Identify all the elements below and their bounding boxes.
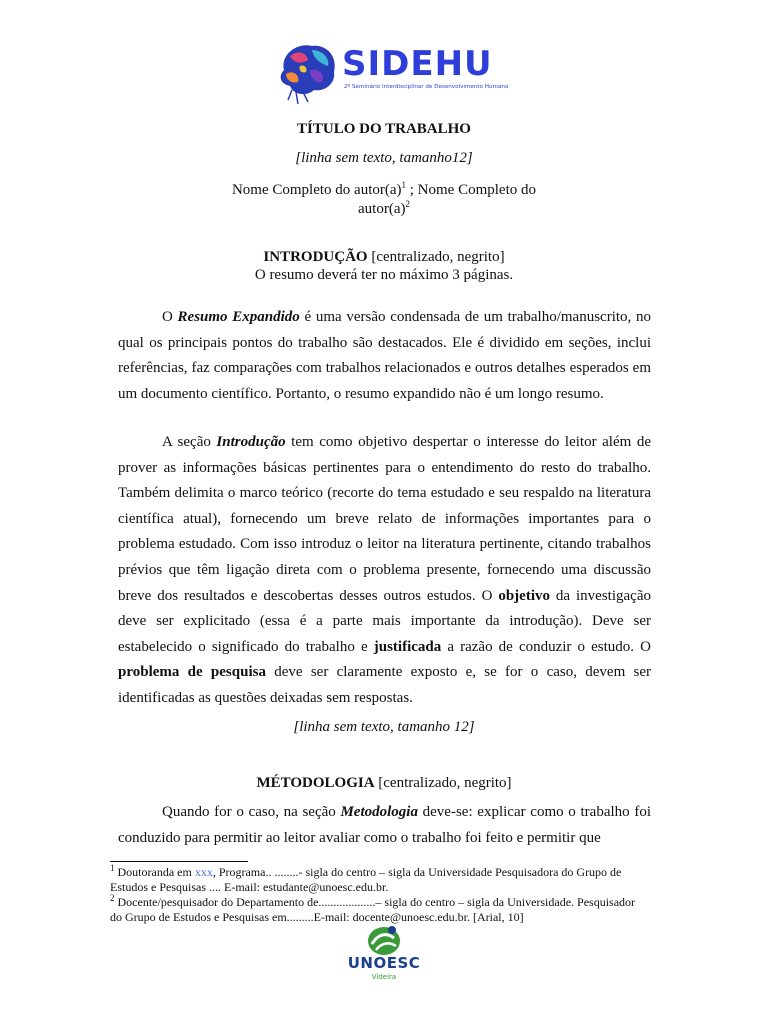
methodology-heading: MÉTODOLOGIA — [256, 775, 375, 791]
sidehu-logo — [272, 40, 509, 108]
footnote-number: 1 — [110, 863, 115, 873]
text-run: , Programa.. ........- sigla do centro – sigla da Universidade Pesquisadora do Grupo de Estudos e Pesquisas .... E-mail: estudante@unoesc.edu.br. — [110, 865, 622, 894]
page-limit-note: O resumo deverá ter no máximo 3 páginas. — [254, 267, 514, 283]
footnote-number: 2 — [110, 893, 115, 903]
text-run: tem como objetivo despertar o interesse do leitor além de prover as informações básicas pertinentes para o entendimento do resto do trabalho. Também delimita o marco teórico (recorte do tema estudado e seu respaldo na literatura científica atual), fornecendo um breve relato de informações importantes para o problema estudado. Com isso introduz o leitor na literatura pertinente, citando trabalhos prévios que têm ligação direta com o problema presente, fornecendo uma discussão breve dos resultados e descobertas desses outros estudos. O — [118, 434, 651, 604]
text-run: a razão de conduzir o estudo. O — [441, 638, 651, 655]
text-run: da investigação deve ser explicitado (essa é a parte mais importante da introdução). Deve ser estabelecido o significado do trabalho e — [118, 587, 651, 655]
paragraph-methodology — [118, 800, 651, 852]
text-run: Doutoranda em — [114, 865, 195, 879]
unoesc-logo — [340, 924, 428, 984]
paragraph-expanded-abstract — [118, 305, 651, 407]
heading-format-hint: [centralizado, negrito] — [374, 775, 512, 791]
emphasis-term: Introdução — [216, 434, 286, 450]
text-run: O — [162, 309, 178, 325]
text-run: A seção — [162, 434, 217, 450]
heading-format-hint: [centralizado, negrito] — [367, 249, 505, 265]
text-run: deve-se: explicar como o trabalho foi conduzido para permitir ao leitor avaliar como o trabalho foi feito e permitir que — [118, 804, 651, 846]
unoesc-campus: Videira — [371, 973, 397, 981]
methodology-heading-block — [118, 775, 650, 792]
footnote-ref-2: 2 — [405, 199, 410, 209]
footnote-ref-1: 1 — [401, 180, 407, 190]
text-run: é uma versão condensada de um trabalho/manuscrito, no qual os principais pontos do trabalho são destacados. Ele é dividido em seções, inclui referências, faz comparações com trabalhos relacionados e outros detalhes esperados em um documento científico. Portanto, o resumo expandido não é um longo resumo. — [118, 309, 651, 402]
emphasis-term: Metodologia — [340, 804, 418, 820]
footnote-1 — [110, 865, 650, 895]
text-run: deve ser claramente exposto e, se for o caso, devem ser identificadas as questões deixadas sem respostas. — [118, 664, 651, 706]
bold-term: problema de pesquisa — [118, 664, 266, 681]
unoesc-wordmark: UNOESC — [347, 954, 421, 972]
footnote-2 — [110, 895, 650, 925]
author-separator: ; Nome Completo do — [406, 182, 537, 198]
brain-icon — [272, 40, 342, 108]
blank-line-note-2: [linha sem texto, tamanho 12] — [293, 719, 475, 735]
sidehu-wordmark: SIDEHU — [342, 44, 493, 84]
footnote-separator — [110, 861, 248, 862]
emphasis-term: Resumo Expandido — [177, 309, 300, 325]
text-run: Docente/pesquisador do Departamento de...................– sigla do centro – sigla da Universidade. Pesquisador do Grupo de Estudos e Pesquisas em.........E-mail: docente@unoesc.edu.br. [Arial, 10] — [110, 895, 636, 924]
footnotes — [110, 865, 650, 925]
placeholder-link[interactable]: xxx — [194, 865, 213, 879]
introduction-heading-block — [118, 248, 650, 284]
paragraph-introduction — [118, 430, 651, 712]
author-2: autor(a) — [358, 201, 406, 217]
bold-term: objetivo — [498, 587, 550, 604]
paper-title: TÍTULO DO TRABALHO — [297, 121, 471, 137]
bold-term: justificada — [373, 638, 442, 655]
sidehu-subtitle: 2º Seminário Interdisciplinar de Desenvolvimento Humano — [344, 84, 509, 90]
text-run: Quando for o caso, na seção — [162, 804, 341, 820]
introduction-heading: INTRODUÇÃO — [263, 249, 368, 265]
author-1: Nome Completo do autor(a) — [231, 182, 402, 198]
author-list — [118, 181, 650, 219]
blank-line-note: [linha sem texto, tamanho12] — [295, 150, 473, 166]
unoesc-emblem-icon — [364, 924, 404, 956]
